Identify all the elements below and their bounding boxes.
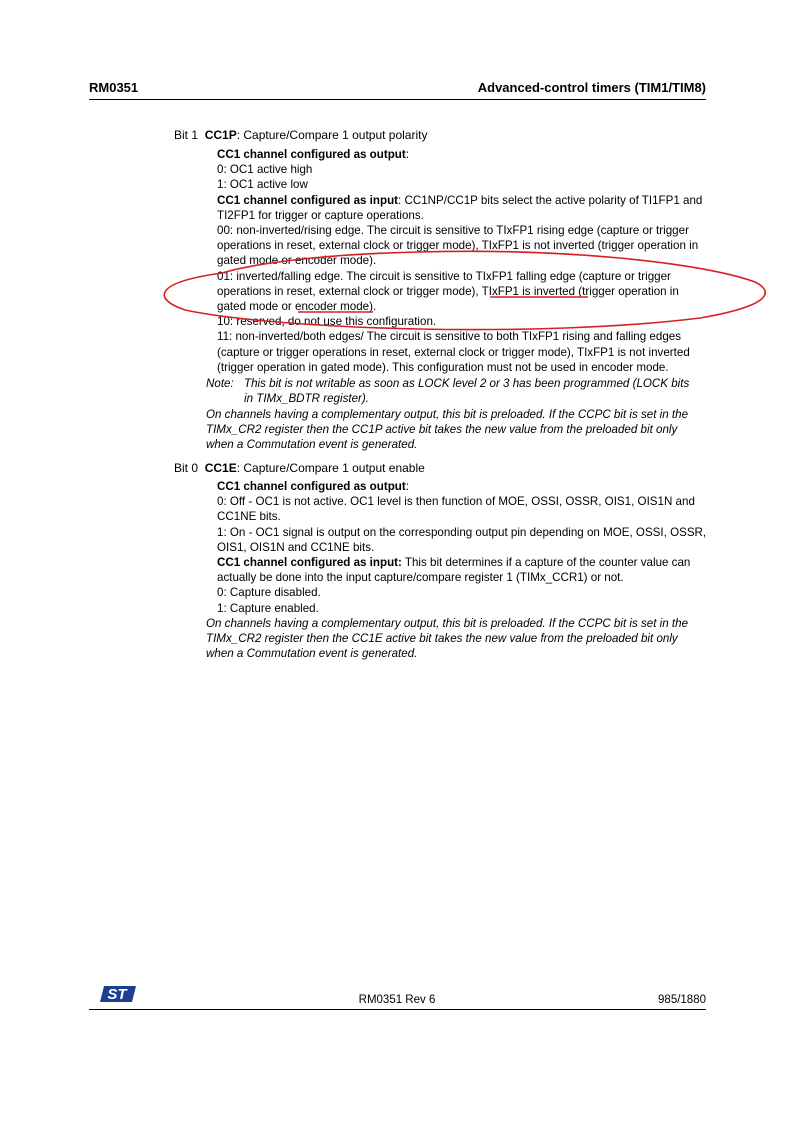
bit1-label: Bit 1: [174, 128, 199, 142]
bit0-name: CC1E: [204, 461, 237, 475]
bit1-body: CC1 channel configured as output: 0: OC1 active high 1: OC1 active low CC1 channel configured as input: CC1NP/CC1P bits select the active polarity of TI1FP1 and TI2FP1 for trigger or capture operations. 00: non-inverted/rising edge. The circuit is sensitive to TIxFP1 rising edge (capture or trigger operations in reset, external clock or trigger mode), TIxFP1 is not inverted (trigger operation in gated mode or encoder mode). 01: inverted/falling edge. The circuit is sensitive to TIxFP1 falling edge (capture or trigger operations in reset, external clock or trigger mode), TIxFP1 is inverted (trigger operation in gated mode or encoder mode). 10: reserved, do not use this configuration. 11: non-inverted/both edges/ The circuit is sensitive to both TIxFP1 rising and falling edges (capture or trigger operations in reset, external clock or trigger mode), TIxFP1 is not inverted (trigger operation in gated mode). This configuration must not be used in encoder mode.: [217, 147, 707, 375]
bit0-output-0: 0: Off - OC1 is not active. OC1 level is then function of MOE, OSSI, OSSR, OIS1, OIS1N and CC1NE bits.: [217, 495, 695, 524]
bit0-heading: [174, 461, 425, 476]
bit1-output-0: 0: OC1 active high: [217, 163, 313, 177]
note-line-1: This bit is not writable as soon as LOCK level 2 or 3 has been programmed (LOCK bits: [244, 377, 690, 390]
bit0-input-desc: CC1 channel configured as input: This bit determines if a capture of the counter value can actually be done into the input capture/compare register 1 (TIMx_CCR1) or not.: [217, 556, 691, 585]
footer-divider: [89, 1009, 706, 1010]
svg-text:ST: ST: [107, 986, 127, 1003]
bit0-input-0: 0: Capture disabled.: [217, 586, 321, 600]
bit1-option-00: 00: non-inverted/rising edge. The circuit is sensitive to TIxFP1 rising edge (capture or trigger operations in reset, external clock or trigger mode), TIxFP1 is not inverted (trigger operation in gated mode or encoder mode).: [217, 224, 699, 268]
underlined-inverted: TIxFP1 is inverted: [481, 284, 576, 298]
bit0-label: Bit 0: [174, 461, 199, 475]
bit0-preload-note: On channels having a complementary output, this bit is preloaded. If the CCPC bit is set in the TIMx_CR2 register then the CC1E active bit takes the new value from the preloaded bit only when a Commutation event is generated.: [206, 617, 689, 661]
note-label: Note:: [206, 377, 234, 390]
underlined-encoder-mode: encoder mode: [295, 300, 370, 314]
bit1-desc: : Capture/Compare 1 output polarity: [236, 128, 428, 142]
note-line-2: in TIMx_BDTR register).: [244, 392, 369, 406]
bit1-output-heading: CC1 channel configured as output: [217, 148, 406, 161]
bit0-input-heading: CC1 channel configured as input:: [217, 556, 402, 570]
bit1-input-heading: CC1 channel configured as input: [217, 193, 399, 207]
bit1-note: [206, 376, 706, 406]
doc-id-header: RM0351: [89, 80, 139, 95]
bit1-name: CC1P: [204, 128, 237, 142]
bit0-output-1: 1: On - OC1 signal is output on the corresponding output pin depending on MOE, OSSI, OSSR, OIS1, OIS1N and CC1NE bits.: [217, 525, 707, 554]
bit0-body: CC1 channel configured as output: 0: Off - OC1 is not active. OC1 level is then function of MOE, OSSI, OSSR, OIS1, OIS1N and CC1NE bits. 1: On - OC1 signal is output on the corresponding output pin depending on MOE, OSSI, OSSR, OIS1, OIS1N and CC1NE bits. CC1 channel configured as input: This bit determines if a capture of the counter value can actually be done into the input capture/compare register 1 (TIMx_CCR1) or not. 0: Capture disabled. 1: Capture enabled.: [217, 480, 707, 615]
bit1-heading: [174, 128, 427, 143]
footer-revision: RM0351 Rev 6: [358, 994, 436, 1006]
bit1-option-11: 11: non-inverted/both edges/ The circuit is sensitive to both TIxFP1 rising and falling edges (capture or trigger operations in reset, external clock or trigger mode), TIxFP1 is not inverted (trigger operation in gated mode). This configuration must not be used in encoder mode.: [217, 330, 690, 374]
bit0-output-heading: CC1 channel configured as output: [217, 480, 406, 493]
bit1-option-10: 10: reserved, do not use this configuration.: [217, 315, 437, 329]
header-divider: [89, 99, 706, 100]
bit1-input-desc: CC1 channel configured as input: CC1NP/CC1P bits select the active polarity of TI1FP1 and TI2FP1 for trigger or capture operations.: [217, 193, 703, 222]
bit1-preload-note: On channels having a complementary output, this bit is preloaded. If the CCPC bit is set in the TIMx_CR2 register then the CC1P active bit takes the new value from the preloaded bit only when a Commutation event is generated.: [206, 408, 689, 452]
bit0-desc: : Capture/Compare 1 output enable: [236, 461, 425, 475]
section-title-header: Advanced-control timers (TIM1/TIM8): [477, 80, 706, 95]
bit1-output-1: 1: OC1 active low: [217, 178, 308, 192]
bit0-input-1: 1: Capture enabled.: [217, 601, 319, 615]
bit1-option-01: 01: inverted/falling edge. The circuit is sensitive to TIxFP1 falling edge (capture or trigger operations in reset, external clock or trigger mode), TIxFP1 is inverted (trigger operation in gated mode or encoder mode).: [217, 269, 679, 314]
footer-page-number: 985/1880: [658, 994, 706, 1006]
